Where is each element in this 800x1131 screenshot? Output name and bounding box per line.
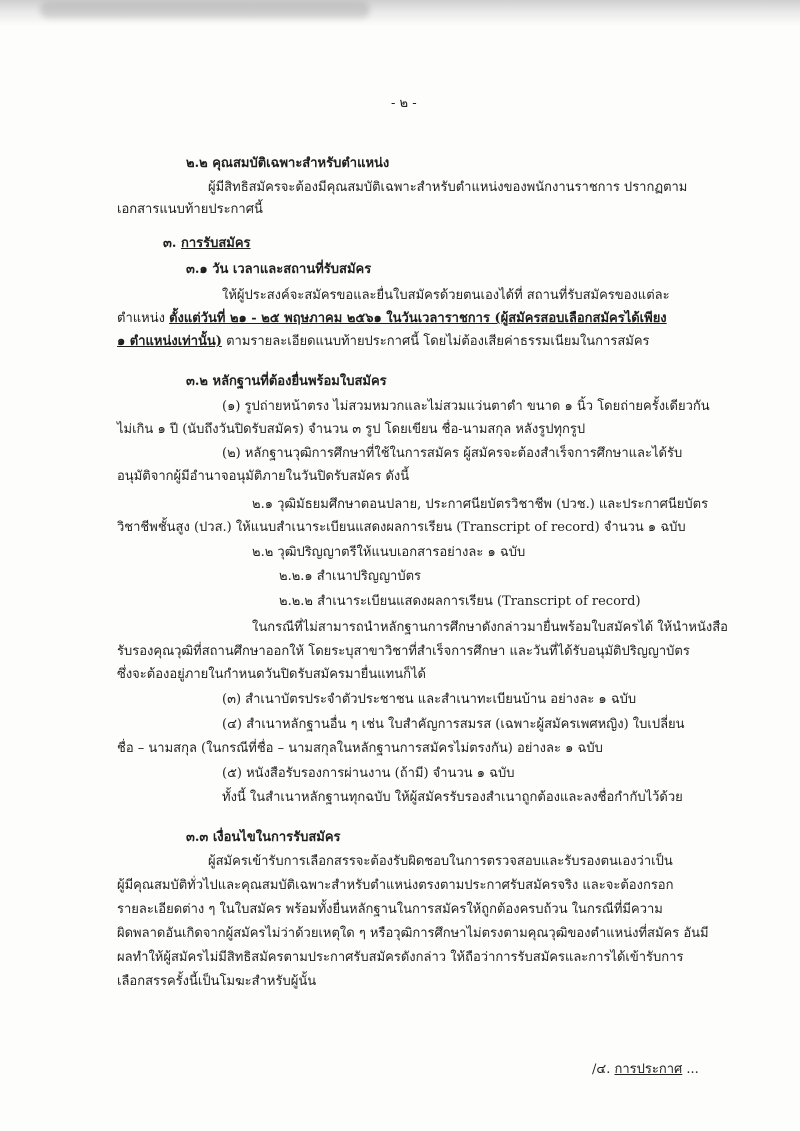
item-2-1-line-2: วิชาชีพชั้นสูง (ปวส.) ให้แนบสำเนาระเบียนแสดงผลการเรียน (Transcript of record) จำนวน ๑ ฉบับ — [117, 520, 686, 535]
next-page-topic: การประกาศ — [614, 1062, 683, 1077]
section-3-3-line-6: เลือกสรรครั้งนี้เป็นโมฆะสำหรับผู้นั้น — [117, 974, 317, 989]
one-position-only: ๑ ตำแหน่งเท่านั้น) — [117, 334, 222, 349]
section-3-1-heading: ๓.๑ วัน เวลาและสถานที่รับสมัคร — [186, 262, 372, 277]
section-3-3-line-4: ผิดพลาดอันเกิดจากผู้สมัครไม่ว่าด้วยเหตุใด ๆ หรือวุฒิการศึกษาไม่ตรงตามคุณวุฒิของตำแหน่งที่สมัคร อันมี — [117, 926, 709, 941]
item-2-2-2: ๒.๒.๒ สำเนาระเบียนแสดงผลการเรียน (Transcript of record) — [279, 594, 641, 609]
section-2-2-heading: ๒.๒ คุณสมบัติเฉพาะสำหรับตำแหน่ง — [186, 156, 390, 171]
section-3-3-line-1: ผู้สมัครเข้ารับการเลือกสรรจะต้องรับผิดชอบในการตรวจสอบและรับรองตนเองว่าเป็น — [208, 854, 673, 869]
section-3-3-line-2: ผู้มีคุณสมบัติทั่วไปและคุณสมบัติเฉพาะสำหรับตำแหน่งตรงตามประกาศรับสมัครจริง และจะต้องกรอก — [117, 878, 674, 893]
section-2-2-line-2: เอกสารแนบท้ายประกาศนี้ — [117, 202, 263, 217]
section-3-2-heading: ๓.๒ หลักฐานที่ต้องยื่นพร้อมใบสมัคร — [186, 374, 387, 389]
item-2-line-2: อนุมัติจากผู้มีอำนาจอนุมัติภายในวันปิดรับสมัคร ดังนี้ — [117, 469, 410, 484]
section-3-heading — [163, 234, 251, 254]
application-dates: ตั้งแต่วันที่ ๒๑ - ๒๕ พฤษภาคม ๒๕๖๑ ในวันเวลาราชการ (ผู้สมัครสอบเลือกสมัครได้เพียง — [169, 311, 667, 326]
section-3-3-heading: ๓.๓ เงื่อนไขในการรับสมัคร — [186, 830, 341, 845]
position-word: ตำแหน่ง — [117, 311, 170, 326]
certify-note: ทั้งนี้ ในสำเนาหลักฐานทุกฉบับ ให้ผู้สมัครรับรองสำเนาถูกต้องและลงชื่อกำกับไว้ด้วย — [222, 790, 683, 805]
note-line-3: ซึ่งจะต้องอยู่ภายในกำหนดวันปิดรับสมัครมายื่นแทนก็ได้ — [117, 667, 426, 682]
item-1-line-2: ไม่เกิน ๑ ปี (นับถึงวันปิดรับสมัคร) จำนวน ๓ รูป โดยเขียน ชื่อ-นามสกุล หลังรูปทุกรูป — [117, 422, 586, 437]
item-2-line-1: (๒) หลักฐานวุฒิการศึกษาที่ใช้ในการสมัคร ผู้สมัครจะต้องสำเร็จการศึกษาและได้รับ — [222, 446, 683, 461]
page-number: - ๒ - — [391, 96, 417, 111]
no-fee-text: ตามรายละเอียดแนบท้ายประกาศนี้ โดยไม่ต้องเสียค่าธรรมเนียมในการสมัคร — [221, 334, 650, 349]
item-4-line-1: (๔) สำเนาหลักฐานอื่น ๆ เช่น ใบสำคัญการสมรส (เฉพาะผู้สมัครเพศหญิง) ใบเปลี่ยน — [222, 717, 685, 732]
section-3-1-line-2 — [117, 309, 667, 329]
next-page-reference — [592, 1060, 699, 1080]
scan-smudge — [40, 2, 370, 18]
section-3-1-line-3 — [117, 332, 650, 352]
item-5: (๕) หนังสือรับรองการผ่านงาน (ถ้ามี) จำนวน ๑ ฉบับ — [222, 766, 515, 781]
item-3: (๓) สำเนาบัตรประจำตัวประชาชน และสำเนาทะเบียนบ้าน อย่างละ ๑ ฉบับ — [222, 692, 637, 707]
section-2-2-line-1: ผู้มีสิทธิสมัครจะต้องมีคุณสมบัติเฉพาะสำหรับตำแหน่งของพนักงานราชการ ปรากฏตาม — [208, 180, 688, 195]
section-3-title: การรับสมัคร — [180, 236, 251, 251]
section-3-3-line-3: รายละเอียดต่าง ๆ ในใบสมัคร พร้อมทั้งยื่นหลักฐานในการสมัครให้ถูกต้องครบถ้วน ในกรณีที่มีความ — [117, 902, 663, 917]
item-1-line-1: (๑) รูปถ่ายหน้าตรง ไม่สวมหมวกและไม่สวมแว่นตาดำ ขนาด ๑ นิ้ว โดยถ่ายครั้งเดียวกัน — [222, 399, 710, 414]
next-page-ellipsis: ... — [682, 1062, 699, 1077]
note-line-1: ในกรณีที่ไม่สามารถนำหลักฐานการศึกษาดังกล่าวมายื่นพร้อมใบสมัครได้ ให้นำหนังสือ — [252, 620, 728, 635]
section-3-number: ๓. — [163, 236, 177, 251]
section-3-3-line-5: ผลทำให้ผู้สมัครไม่มีสิทธิสมัครตามประกาศรับสมัครดังกล่าว ให้ถือว่าการรับสมัครและการได้เข้ารับการ — [117, 950, 684, 965]
item-2-2-1: ๒.๒.๑ สำเนาปริญญาบัตร — [279, 569, 422, 584]
note-line-2: รับรองคุณวุฒิที่สถานศึกษาออกให้ โดยระบุสาขาวิชาที่สำเร็จการศึกษา และวันที่ได้รับอนุมัติปริญญาบัตร — [117, 644, 690, 659]
item-4-line-2: ชื่อ – นามสกุล (ในกรณีที่ชื่อ – นามสกุลในหลักฐานการสมัครไม่ตรงกัน) อย่างละ ๑ ฉบับ — [117, 741, 603, 756]
next-page-number: /๔. — [592, 1062, 615, 1077]
item-2-1-line-1: ๒.๑ วุฒิมัธยมศึกษาตอนปลาย, ประกาศนียบัตรวิชาชีพ (ปวช.) และประกาศนียบัตร — [252, 497, 709, 512]
section-3-1-line-1: ให้ผู้ประสงค์จะสมัครขอและยื่นใบสมัครด้วยตนเองได้ที่ สถานที่รับสมัครของแต่ละ — [222, 288, 670, 303]
item-2-2: ๒.๒ วุฒิปริญญาตรีให้แนบเอกสารอย่างละ ๑ ฉบับ — [252, 545, 526, 560]
